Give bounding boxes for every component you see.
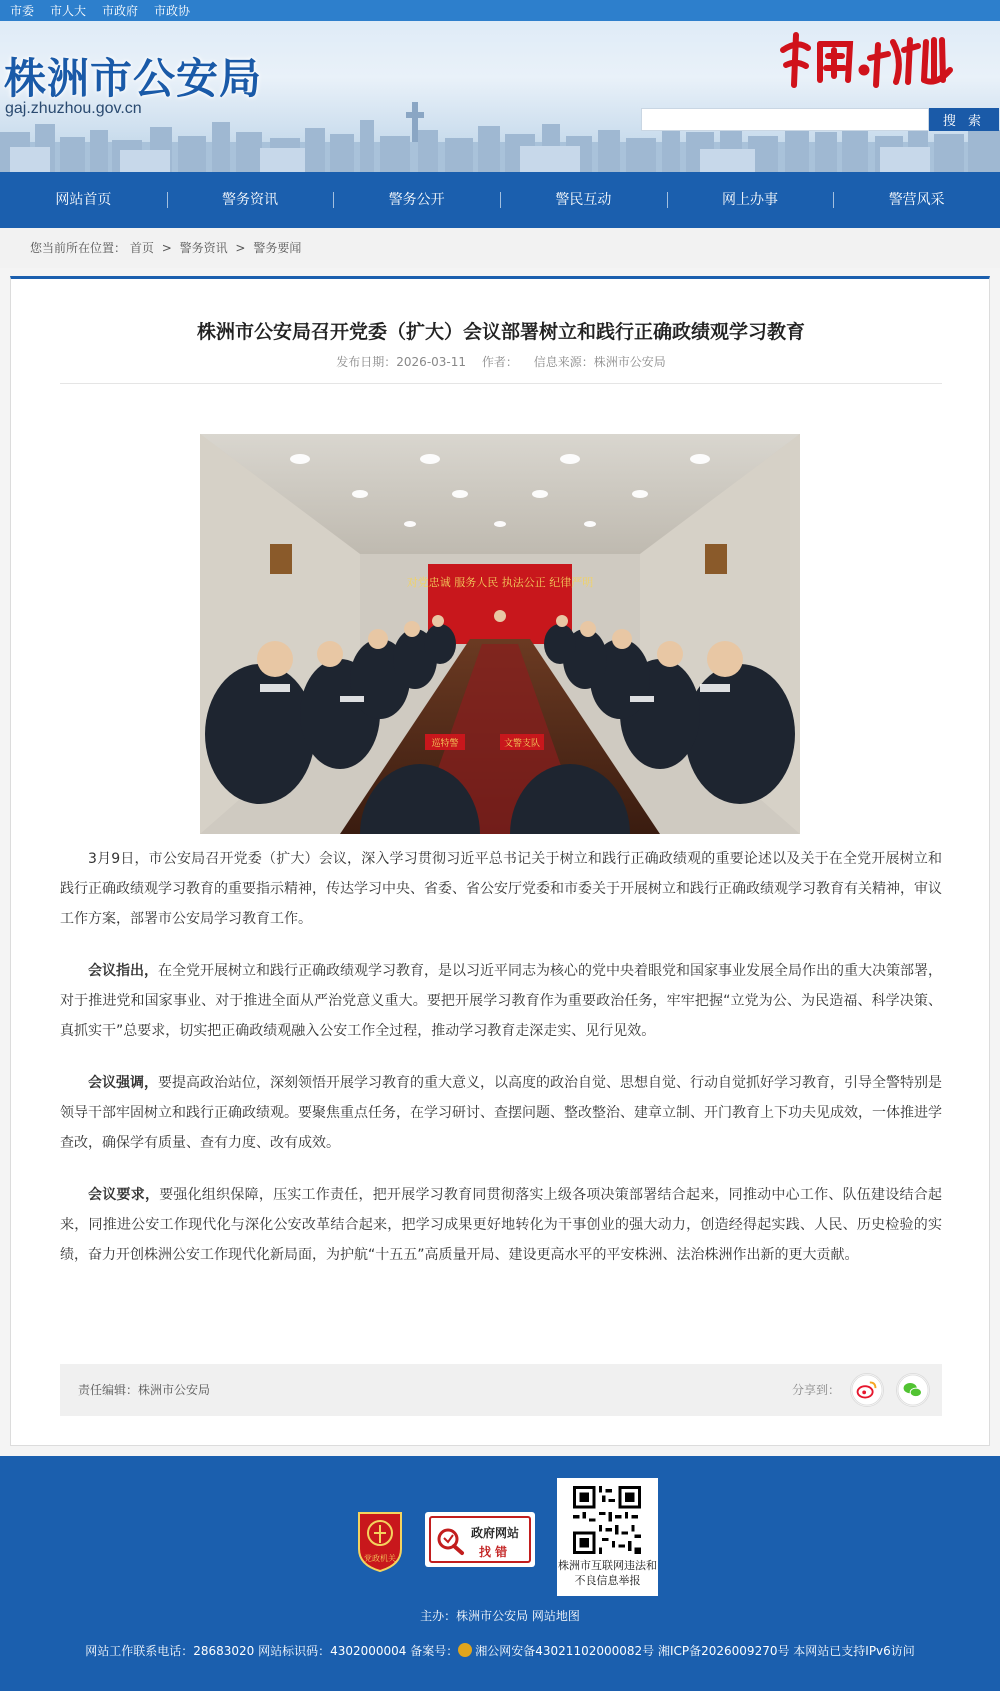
top-link-government[interactable]: 市政府 <box>102 4 139 18</box>
nav-police-news[interactable]: 警务资讯 <box>167 172 334 228</box>
article-paragraph-4 <box>60 1180 942 1270</box>
responsible-editor: 责任编辑：株洲市公安局 <box>78 1383 211 1397</box>
top-link-npc[interactable]: 市人大 <box>50 4 87 18</box>
police-emblem-icon <box>458 1643 472 1657</box>
breadcrumb-police-headlines[interactable]: 警务要闻 <box>253 241 302 255</box>
city-brand-logo <box>778 30 958 90</box>
meeting-photo <box>200 434 800 834</box>
photo-placard-left: 巡特警 <box>431 739 459 749</box>
article-card <box>10 276 990 1446</box>
site-footer <box>0 1456 1000 1691</box>
top-link-cppcc[interactable]: 市政协 <box>154 4 191 18</box>
share-label: 分享到： <box>792 1383 841 1397</box>
publish-date: 发布日期：2026-03-11 <box>336 355 467 369</box>
search-button[interactable]: 搜 索 <box>929 108 999 131</box>
magnifier-icon <box>434 1526 466 1556</box>
nav-police-public-interaction[interactable]: 警民互动 <box>500 172 667 228</box>
footer-host-info: 主办：株洲市公安局 网站地图 <box>420 1609 580 1623</box>
paragraph-lead: 会议要求， <box>88 1187 160 1203</box>
breadcrumb <box>30 228 301 268</box>
nav-police-style[interactable]: 警营风采 <box>833 172 1000 228</box>
paragraph-lead: 会议指出， <box>88 963 158 979</box>
paragraph-text: 要提高政治站位，深刻领悟开展学习教育的重大意义，以高度的政治自觉、思想自觉、行动自觉抓好学习教育，引导全警特别是领导干部牢固树立和践行正确政绩观。要聚焦重点任务，在学习研讨、查摆问题、整改整治、建章立制、开门教育上下功夫见成效，一体推进学查改，确保学有质量、查有力度、改有成效。 <box>60 1075 942 1151</box>
site-header <box>0 0 1000 172</box>
gov-website-error-report-badge[interactable] <box>425 1512 535 1567</box>
breadcrumb-home[interactable]: 首页 <box>129 241 154 255</box>
paragraph-text: 要强化组织保障，压实工作责任，把开展学习教育同贯彻落实上级各项决策部署结合起来，同推动中心工作、队伍建设结合起来，同推进公安工作现代化与深化公安改革结合起来，把学习成果更好地转化为干事创业的强大动力，创造经得起实践、人民、历史检验的实绩，奋力开创株洲公安工作现代化新局面，为护航“十五五”高质量开局、建设更高水平的平安株洲、法治株洲作出新的更大贡献。 <box>60 1187 942 1263</box>
photo-placard-right: 文警支队 <box>503 739 541 749</box>
weibo-share-icon[interactable] <box>850 1373 884 1407</box>
search-input[interactable] <box>641 108 929 131</box>
main-nav <box>0 172 1000 228</box>
gov-badge-line1: 政府网站 <box>471 1526 520 1540</box>
qr-code-image <box>573 1486 641 1554</box>
report-qr-code-box[interactable] <box>557 1478 658 1596</box>
breadcrumb-separator: > <box>235 241 246 255</box>
breadcrumb-police-news[interactable]: 警务资讯 <box>179 241 228 255</box>
gov-badge-line2: 找 错 <box>479 1545 508 1559</box>
breadcrumb-separator: > <box>161 241 172 255</box>
article-title: 株洲市公安局召开党委（扩大）会议部署树立和践行正确政绩观学习教育 <box>196 321 805 343</box>
article-paragraph-3 <box>60 1068 942 1158</box>
article-author: 作者： <box>481 355 518 369</box>
nav-police-disclosure[interactable]: 警务公开 <box>333 172 500 228</box>
article-meta <box>11 353 991 370</box>
site-domain: gaj.zhuzhou.gov.cn <box>5 100 142 117</box>
paragraph-lead: 会议强调， <box>88 1075 158 1091</box>
title-divider <box>60 383 942 384</box>
party-badge-text: 党政机关 <box>364 1554 396 1563</box>
site-title: 株洲市公安局 <box>4 54 263 103</box>
footer-record-info <box>0 1642 1000 1659</box>
article-paragraph-1 <box>60 844 942 934</box>
article-source: 信息来源：株洲市公安局 <box>533 355 666 369</box>
breadcrumb-prefix: 您当前所在位置： <box>30 241 127 255</box>
footer-filing-numbers: 湘公网安备43021102000082号 湘ICP备2026009270号 本网站已支持IPv6访问 <box>475 1644 915 1658</box>
breadcrumb-bar <box>0 228 1000 268</box>
wechat-share-icon[interactable] <box>896 1373 930 1407</box>
top-links-bar <box>0 0 1000 21</box>
nav-home[interactable]: 网站首页 <box>55 192 112 208</box>
paragraph-text: 在全党开展树立和践行正确政绩观学习教育，是以习近平同志为核心的党中央着眼党和国家事业发展全局作出的重大决策部署，对于推进党和国家事业、对于推进全面从严治党意义重大。要把开展学习教育作为重要政治任务，牢牢把握“立党为公、为民造福、科学决策、真抓实干”总要求，切实把正确政绩观融入公安工作全过程，推动学习教育走深走实、见行见效。 <box>60 963 942 1039</box>
footer-contact-info: 网站工作联系电话：28683020 网站标识码：4302000004 备案号： <box>85 1644 459 1658</box>
paragraph-text: 3月9日，市公安局召开党委（扩大）会议，深入学习贯彻习近平总书记关于树立和践行正确政绩观的重要论述以及关于在全党开展树立和践行正确政绩观学习教育的重要指示精神，传达学习中央、省委、省公安厅党委和市委关于开展树立和践行正确政绩观学习教育有关精神，审议工作方案，部署市公安局学习教育工作。 <box>60 851 942 927</box>
party-government-badge[interactable] <box>355 1509 405 1573</box>
top-link-party-committee[interactable]: 市委 <box>10 4 35 18</box>
nav-online-services[interactable]: 网上办事 <box>667 172 834 228</box>
photo-banner-text: 对党忠诚 服务人民 执法公正 纪律严明 <box>406 576 594 589</box>
gov-badge-frame <box>429 1516 531 1563</box>
article-paragraph-2 <box>60 956 942 1046</box>
qr-caption: 株洲市互联网违法和不良信息举报 <box>558 1559 657 1587</box>
editor-share-bar <box>60 1364 942 1416</box>
